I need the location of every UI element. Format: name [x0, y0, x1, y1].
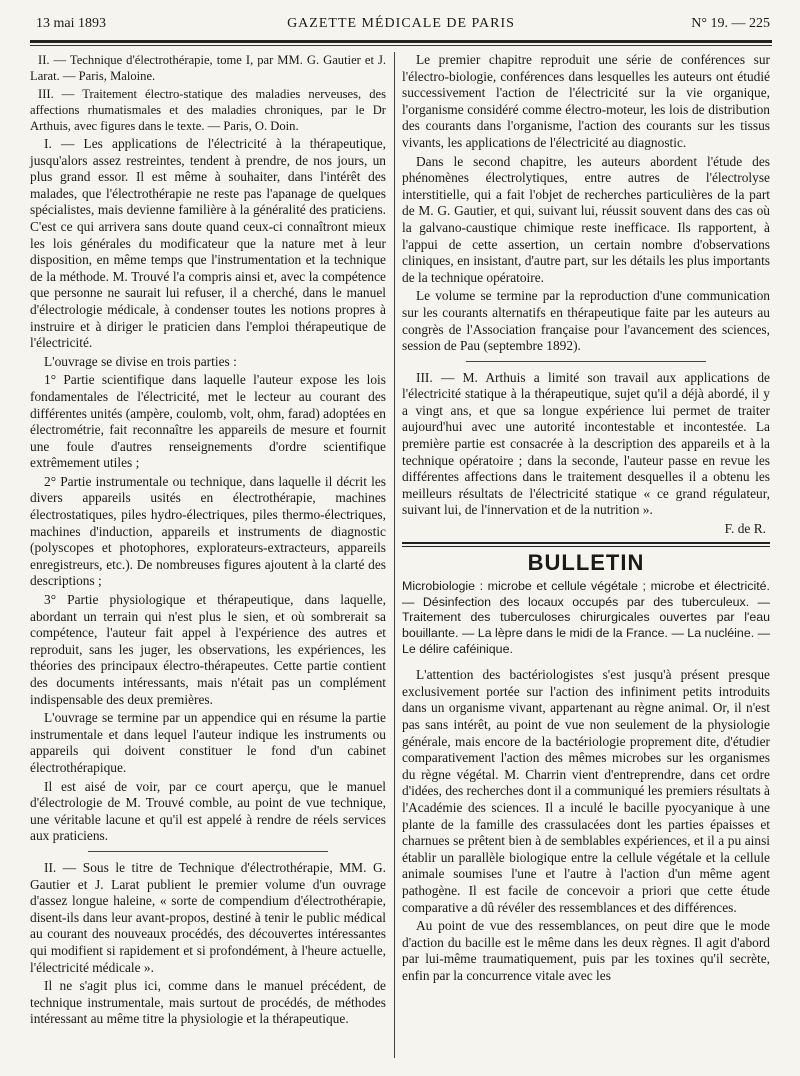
column-divider	[394, 52, 395, 1058]
article-paragraph: 1° Partie scientifique dans laquelle l'auteur expose les lois fondamentales de l'électricité, met le lecteur au courant des différentes unités (ampère, coulomb, volt, ohm, farad) adoptées en électrométrie, fait reconnaître les appareils de mesure et fournit une foule d'autres renseignements d'ordre scientifique extrêmement utiles ;	[30, 372, 386, 471]
article-paragraph: L'attention des bactériologistes s'est jusqu'à présent presque exclusivement portée sur l'action des infiniment petits introduits dans un organisme vivant, appartenant au règne animal. Or, il n'est pas sans intérêt, au point de vue non seulement de la physiologie générale, mais encore de la bactériologie proprement dite, d'étudier comparativement l'action des mêmes microbes sur les organismes du règne végétal. M. Charrin vient d'entreprendre, dans cet ordre d'idées, des recherches dont il a communiqué les premiers résultats à l'Académie des sciences. Il a inculé le bacille pyocyanique à une plante de la famille des crassulacées dont les parties épaisses et charnues se prêtent bien à de semblables expériences, et il a pu ainsi établir un parallèle biologique entre la cellule végétale et la cellule animale soumises l'une et l'autre à l'action d'un même agent pathogène. Il est facile de concevoir a priori que cette étude comparative a dû révéler des ressemblances et des différences.	[402, 667, 770, 915]
article-paragraph: 2° Partie instrumentale ou technique, dans laquelle il décrit les divers appareils usités en électrothérapie, machines électrostatiques, piles hydro-électriques, piles thermo-électriques, machines d'induction, appareils et instruments de diagnostic (polyscopes et photophores, explorateurs-extracteurs, appareils enregistreurs, etc.). De nombreuses figures ajoutent à la clarté des descriptions ;	[30, 473, 386, 589]
bulletin-rule-thin	[402, 546, 770, 547]
reference-entry: III. — Traitement électro-statique des maladies nerveuses, des affections rhumatismales et des maladies chroniques, par le Dr Arthuis, avec figures dans le texte. — Paris, O. Doin.	[30, 87, 386, 133]
left-column	[30, 52, 386, 1064]
reference-entry: II. — Technique d'électrothérapie, tome I, par MM. G. Gautier et J. Larat. — Paris, Maloine.	[30, 53, 386, 83]
journal-title: GAZETTE MÉDICALE DE PARIS	[287, 16, 515, 31]
article-paragraph: Il ne s'agit plus ici, comme dans le manuel précédent, de technique instrumentale, mais surtout de procédés, de méthodes intéressant au même titre la physiologie et la thérapeutique.	[30, 978, 386, 1027]
header-rule-thin	[30, 45, 772, 46]
article-paragraph: L'ouvrage se termine par un appendice qui en résume la partie instrumentale et dans lequel l'auteur indique les instruments ou appareils qui doivent constituer le fond d'un cabinet électrothérapique.	[30, 710, 386, 775]
right-column	[402, 52, 770, 1064]
bulletin-summary: Microbiologie : microbe et cellule végétale ; microbe et électricité. — Désinfection des locaux occupés par des tuberculeux. — Traitement des tuberculoses chirurgicales ouvertes par l'eau bouillante. — La lèpre dans le midi de la France. — La nucléine. — Le délire caféinique.	[402, 579, 770, 656]
article-paragraph: Il est aisé de voir, par ce court aperçu, que le manuel d'électrologie de M. Trouvé comble, au point de vue technique, une véritable lacune et qu'il est appelé à rendre de réels services aux praticiens.	[30, 778, 386, 844]
article-paragraph: L'ouvrage se divise en trois parties :	[44, 353, 237, 369]
section-separator	[88, 851, 328, 852]
section-separator	[466, 361, 706, 362]
newspaper-page	[30, 14, 772, 1064]
article-paragraph: II. — Sous le titre de Technique d'électrothérapie, MM. G. Gautier et J. Larat publient le premier volume d'un ouvrage d'assez longue haleine, « sorte de compendium d'électrothérapie, disent-ils dans leur avant-propos, destiné à tenir le public médical au courant des nouveaux procédés, des découvertes intéressantes qui modifient si rapidement et si profondément, à l'heure actuelle, l'électricité médicale ».	[30, 859, 386, 975]
article-paragraph: Le volume se termine par la reproduction d'une communication sur les courants alternatifs en thérapeutique faite par les auteurs au congrès de l'Association française pour l'avancement des sciences, session de Pau (septembre 1892).	[402, 288, 770, 354]
bulletin-heading: BULLETIN	[527, 549, 645, 575]
columns	[30, 52, 772, 1064]
article-paragraph: Le premier chapitre reproduit une série de conférences sur l'électro-biologie, conférences dans lesquelles les auteurs ont étudié successivement l'action de l'électricité sur la vie organique, l'organisme considéré comme électro-moteur, les lois de distribution des courants dans l'organisme, l'action des courants sur les tissus vivants, les applications de l'électricité au diagnostic.	[402, 52, 770, 150]
article-paragraph: Au point de vue des ressemblances, on peut dire que le mode d'action du bacille est le même dans les deux règnes. Il agit d'abord par lui-même traumatiquement, puis par les toxines qu'il secrète, enfin par la concurrence vitale avec les	[402, 918, 770, 983]
article-paragraph: 3° Partie physiologique et thérapeutique, dans laquelle, abordant un terrain qui n'est plus le sien, et où sombrerait sa compétence, l'auteur fait appel à l'expérience des autres et reproduit, sans les juger, les observations, les expériences, les théories des principaux électro-thérapeutes. Cette partie contient des documents intéressants, mais n'était pas un complément indispensable des deux premières.	[30, 592, 386, 707]
author-signature: F. de R.	[724, 521, 766, 537]
issue-page-number: N° 19. — 225	[691, 16, 770, 31]
header-rule-thick	[30, 40, 772, 43]
issue-date: 13 mai 1893	[36, 16, 106, 31]
article-paragraph: III. — M. Arthuis a limité son travail aux applications de l'électricité statique à la thérapeutique, sujet qu'il a déjà abordé, il y a vingt ans, et que sa longue expérience lui permet de traiter aujourd'hui avec une autorité incontestable et incontestée. La première partie est consacrée à la description des appareils et à la technique opératoire ; dans la seconde, l'auteur passe en revue les différentes affections dans le traitement desquelles il a obtenu les meilleurs résultats de l'électricité statique « ce grand régulateur, suivant lui, de l'innervation et de la nutrition ».	[402, 369, 770, 518]
article-paragraph: I. — Les applications de l'électricité à la thérapeutique, jusqu'alors assez restreintes, tendent à prendre, de nos jours, un plus grand essor. Il est même à souhaiter, dans l'intérêt des malades, que l'électrothérapie ne reste pas l'apanage de quelques spécialistes, mais devienne familière à la généralité des praticiens. C'est ce qui arrivera sans doute quand ceux-ci connaîtront mieux les lois générales du modificateur que la nature met à leur disposition, en même temps que l'instrumentation et la technique de la méthode. M. Trouvé l'a compris ainsi et, avec la compétence que personne ne saurait lui refuser, il a cherché, dans le manuel d'électrologie médicale, à condenser toutes les notions propres à instruire et à diriger le praticien dans l'emploi thérapeutique de l'électricité.	[30, 136, 386, 351]
page-header	[30, 14, 772, 38]
bulletin-rule-thick	[402, 542, 770, 544]
article-paragraph: Dans le second chapitre, les auteurs abordent l'étude des phénomènes électrolytiques, entre autres de l'électrolyse interstitielle, qui a fait l'objet de recherches particulières de la part de M. G. Gautier, et qui, suivant lui, réussit souvent dans des cas où la galvano-caustique chimique reste inefficace. Ils rapportent, à l'appui de cette assertion, un certain nombre d'observations cliniques, en insistant, d'autre part, sur les détails les plus importants de la technique opératoire.	[402, 153, 770, 285]
